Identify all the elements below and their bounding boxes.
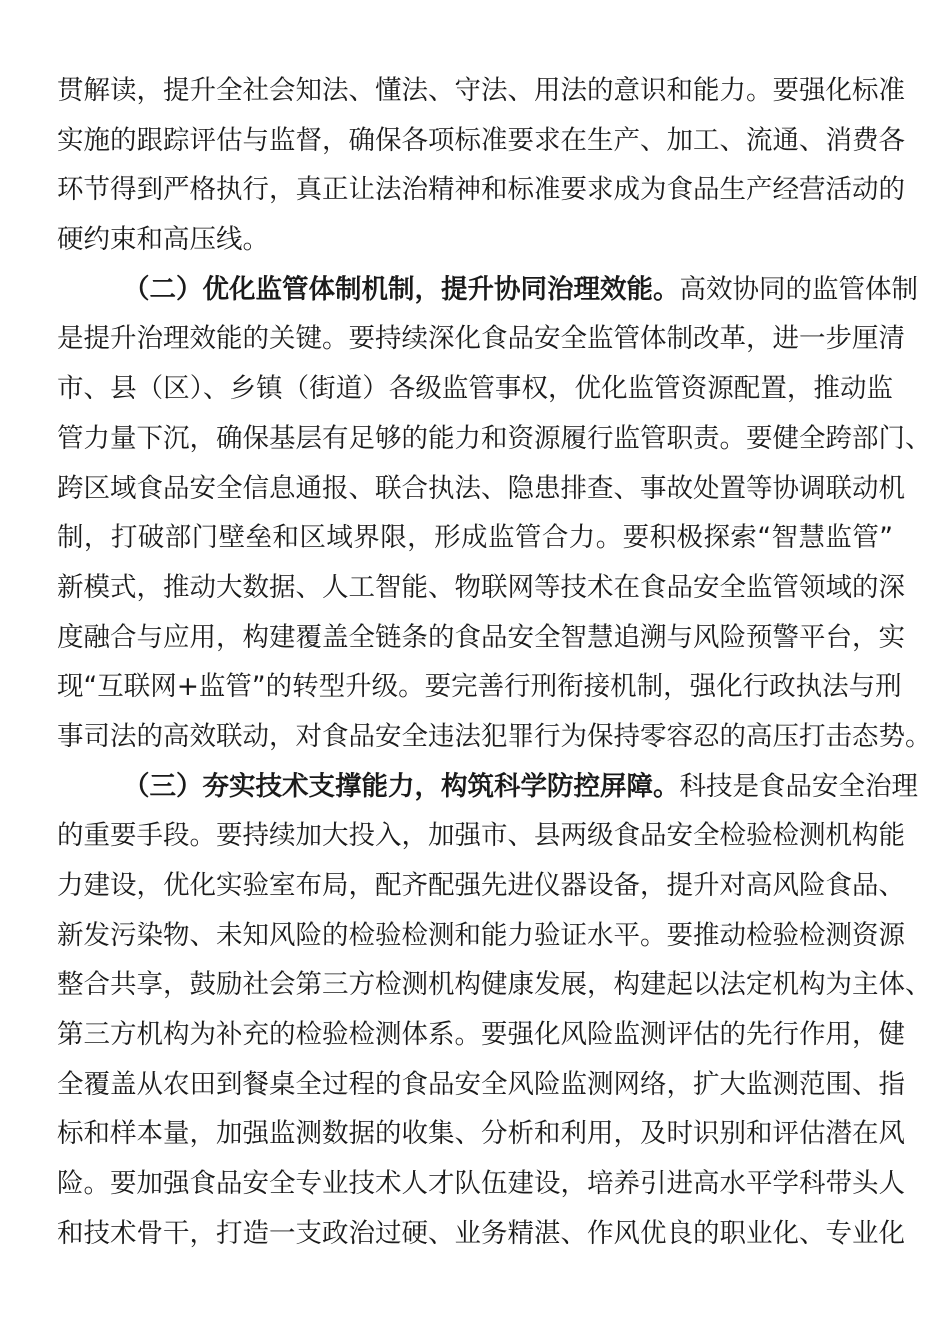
text-line: 是提升治理效能的关键。要持续深化食品安全监管体制改革，进一步厘清 xyxy=(57,323,905,355)
text-line: 实施的跟踪评估与监督，确保各项标准要求在生产、加工、流通、消费各 xyxy=(57,124,905,156)
text-line: 全覆盖从农田到餐桌全过程的食品安全风险监测网络，扩大监测范围、指 xyxy=(57,1068,905,1100)
paragraph-intro xyxy=(57,66,905,265)
text-line: 新发污染物、未知风险的检验检测和能力验证水平。要推动检验检测资源 xyxy=(57,919,905,951)
text-line: 的重要手段。要持续加大投入，加强市、县两级食品安全检验检测机构能 xyxy=(57,820,905,852)
section-3-first-line xyxy=(57,762,918,812)
text-line: 力建设，优化实验室布局，配齐配强先进仪器设备，提升对高风险食品、 xyxy=(57,870,905,901)
text-line: 度融合与应用，构建覆盖全链条的食品安全智慧追溯与风险预警平台，实 xyxy=(57,621,905,653)
text-line: 环节得到严格执行，真正让法治精神和标准要求成为食品生产经营活动的 xyxy=(57,174,905,206)
text-line: 制，打破部门壁垒和区域界限，形成监管合力。要积极探索“智慧监管” xyxy=(57,522,893,554)
text-line: 第三方机构为补充的检验检测体系。要强化风险监测评估的先行作用，健 xyxy=(57,1019,905,1051)
section-3-heading: （三）夯实技术支撑能力，构筑科学防控屏障。 xyxy=(123,770,680,802)
section-3-first-line-text: 科技是食品安全治理 xyxy=(679,770,918,802)
text-line: 现“互联网+监管”的转型升级。要完善行刑衔接机制，强化行政执法与刑 xyxy=(57,671,902,703)
text-line: 跨区域食品安全信息通报、联合执法、隐患排查、事故处置等协调联动机 xyxy=(57,472,905,504)
text-line: 事司法的高效联动，对食品安全违法犯罪行为保持零容忍的高压打击态势。 xyxy=(57,720,932,752)
text-line: 管力量下沉，确保基层有足够的能力和资源履行监管职责。要健全跨部门、 xyxy=(57,422,932,454)
text-line: 和技术骨干，打造一支政治过硬、业务精湛、作风优良的职业化、专业化 xyxy=(57,1217,905,1249)
section-2-first-line xyxy=(57,265,918,315)
paragraph-section-3 xyxy=(57,762,932,1259)
text-line: 硬约束和高压线。 xyxy=(57,224,269,256)
text-line: 整合共享，鼓励社会第三方检测机构健康发展，构建起以法定机构为主体、 xyxy=(57,969,932,1001)
text-line: 险。要加强食品安全专业技术人才队伍建设，培养引进高水平学科带头人 xyxy=(57,1168,905,1200)
text-line: 市、县（区）、乡镇（街道）各级监管事权，优化监管资源配置，推动监 xyxy=(57,373,893,405)
section-2-heading: （二）优化监管体制机制，提升协同治理效能。 xyxy=(123,273,680,305)
text-line: 标和样本量，加强监测数据的收集、分析和利用，及时识别和评估潜在风 xyxy=(57,1118,905,1150)
document-body xyxy=(57,66,932,1259)
section-2-first-line-text: 高效协同的监管体制 xyxy=(679,273,918,305)
text-line: 贯解读，提升全社会知法、懂法、守法、用法的意识和能力。要强化标准 xyxy=(57,75,905,106)
paragraph-section-2 xyxy=(57,265,932,762)
text-line: 新模式，推动大数据、人工智能、物联网等技术在食品安全监管领域的深 xyxy=(57,571,905,603)
